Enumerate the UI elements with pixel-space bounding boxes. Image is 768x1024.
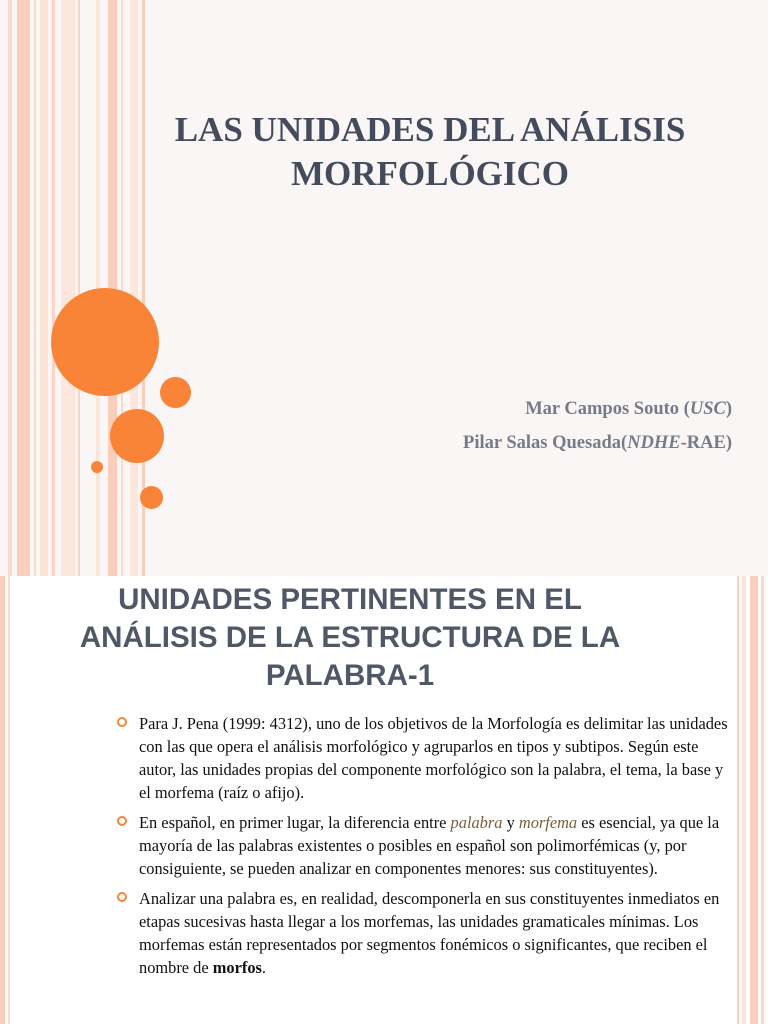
title-line: LAS UNIDADES DEL ANÁLISIS [174, 110, 686, 149]
bullet-text: . [261, 958, 266, 977]
decorative-stripe [130, 0, 138, 576]
decorative-stripe [40, 0, 48, 576]
author-punct: ) [725, 399, 732, 419]
title-line: UNIDADES PERTINENTES EN EL [118, 583, 582, 616]
decorative-stripe [61, 0, 75, 576]
title-line: PALABRA-1 [265, 659, 435, 692]
bullet-list [117, 712, 737, 986]
decorative-stripe [34, 0, 36, 576]
title-line: ANÁLISIS DE LA ESTRUCTURA DE LA [79, 621, 621, 654]
author-name: Mar Campos Souto ( [525, 399, 690, 419]
bullet-text: Para J. Pena (1999: 4312), uno de los objetivos de la Morfología es delimitar las unidades con las que opera el análisis morfológico y agruparlos en tipos y subtipos. Según este autor, las unidades propias del componente morfológico son la palabra, el tema, la base y el morfema (raíz o afijo). [139, 714, 728, 802]
decorative-circle [160, 377, 191, 408]
bullet-text: Analizar una palabra es, en realidad, descomponerla en sus constituyentes inmediatos en etapas sucesivas hasta llegar a los morfemas, las unidades gramaticales mínimas. Los morfemas están representados por segmentos fonémicos o significantes, que reciben el nombre de [139, 889, 720, 977]
decorative-circle-large [51, 288, 159, 396]
decorative-stripe [761, 576, 764, 1024]
decorative-stripe [8, 576, 10, 1024]
term-morfos: morfos [212, 958, 262, 977]
bullet-item [117, 887, 737, 979]
bullet-item [117, 712, 737, 804]
bullet-item [117, 811, 737, 880]
decorative-stripe [121, 0, 123, 576]
presentation-title [110, 108, 750, 196]
author-punct: -RAE) [680, 433, 732, 453]
decorative-stripe [52, 0, 55, 576]
title-line: MORFOLÓGICO [290, 154, 570, 193]
author-name: Pilar Salas Quesada( [463, 433, 628, 453]
slide-title [40, 581, 660, 695]
author-line-2 [463, 426, 732, 460]
bullet-circle-icon [117, 717, 127, 727]
bullet-circle-icon [117, 816, 127, 826]
author-affiliation: NDHE [627, 433, 681, 453]
term-morfema: morfema [518, 813, 578, 832]
decorative-circle [140, 486, 163, 509]
author-line-1 [463, 392, 732, 426]
bullet-text: y [502, 813, 519, 832]
decorative-stripe [17, 0, 30, 576]
decorative-stripe [737, 576, 739, 1024]
decorative-stripe [742, 576, 746, 1024]
content-slide [0, 576, 768, 1024]
author-affiliation: USC [689, 399, 726, 419]
decorative-stripe [0, 576, 5, 1024]
authors-block [463, 392, 732, 460]
bullet-text: es esencial, ya que la mayoría de las palabras existentes o posibles en español son polimorfémicas (y, por consiguiente, se pueden analizar en componentes menores: sus constituyentes). [139, 813, 720, 878]
decorative-circle-small [91, 461, 103, 473]
bullet-text: En español, en primer lugar, la diferencia entre [139, 813, 451, 832]
decorative-circle [110, 409, 164, 463]
bullet-circle-icon [117, 892, 127, 902]
decorative-stripe [8, 0, 12, 576]
decorative-stripe [750, 576, 758, 1024]
decorative-stripe [78, 0, 80, 576]
term-palabra: palabra [450, 813, 503, 832]
